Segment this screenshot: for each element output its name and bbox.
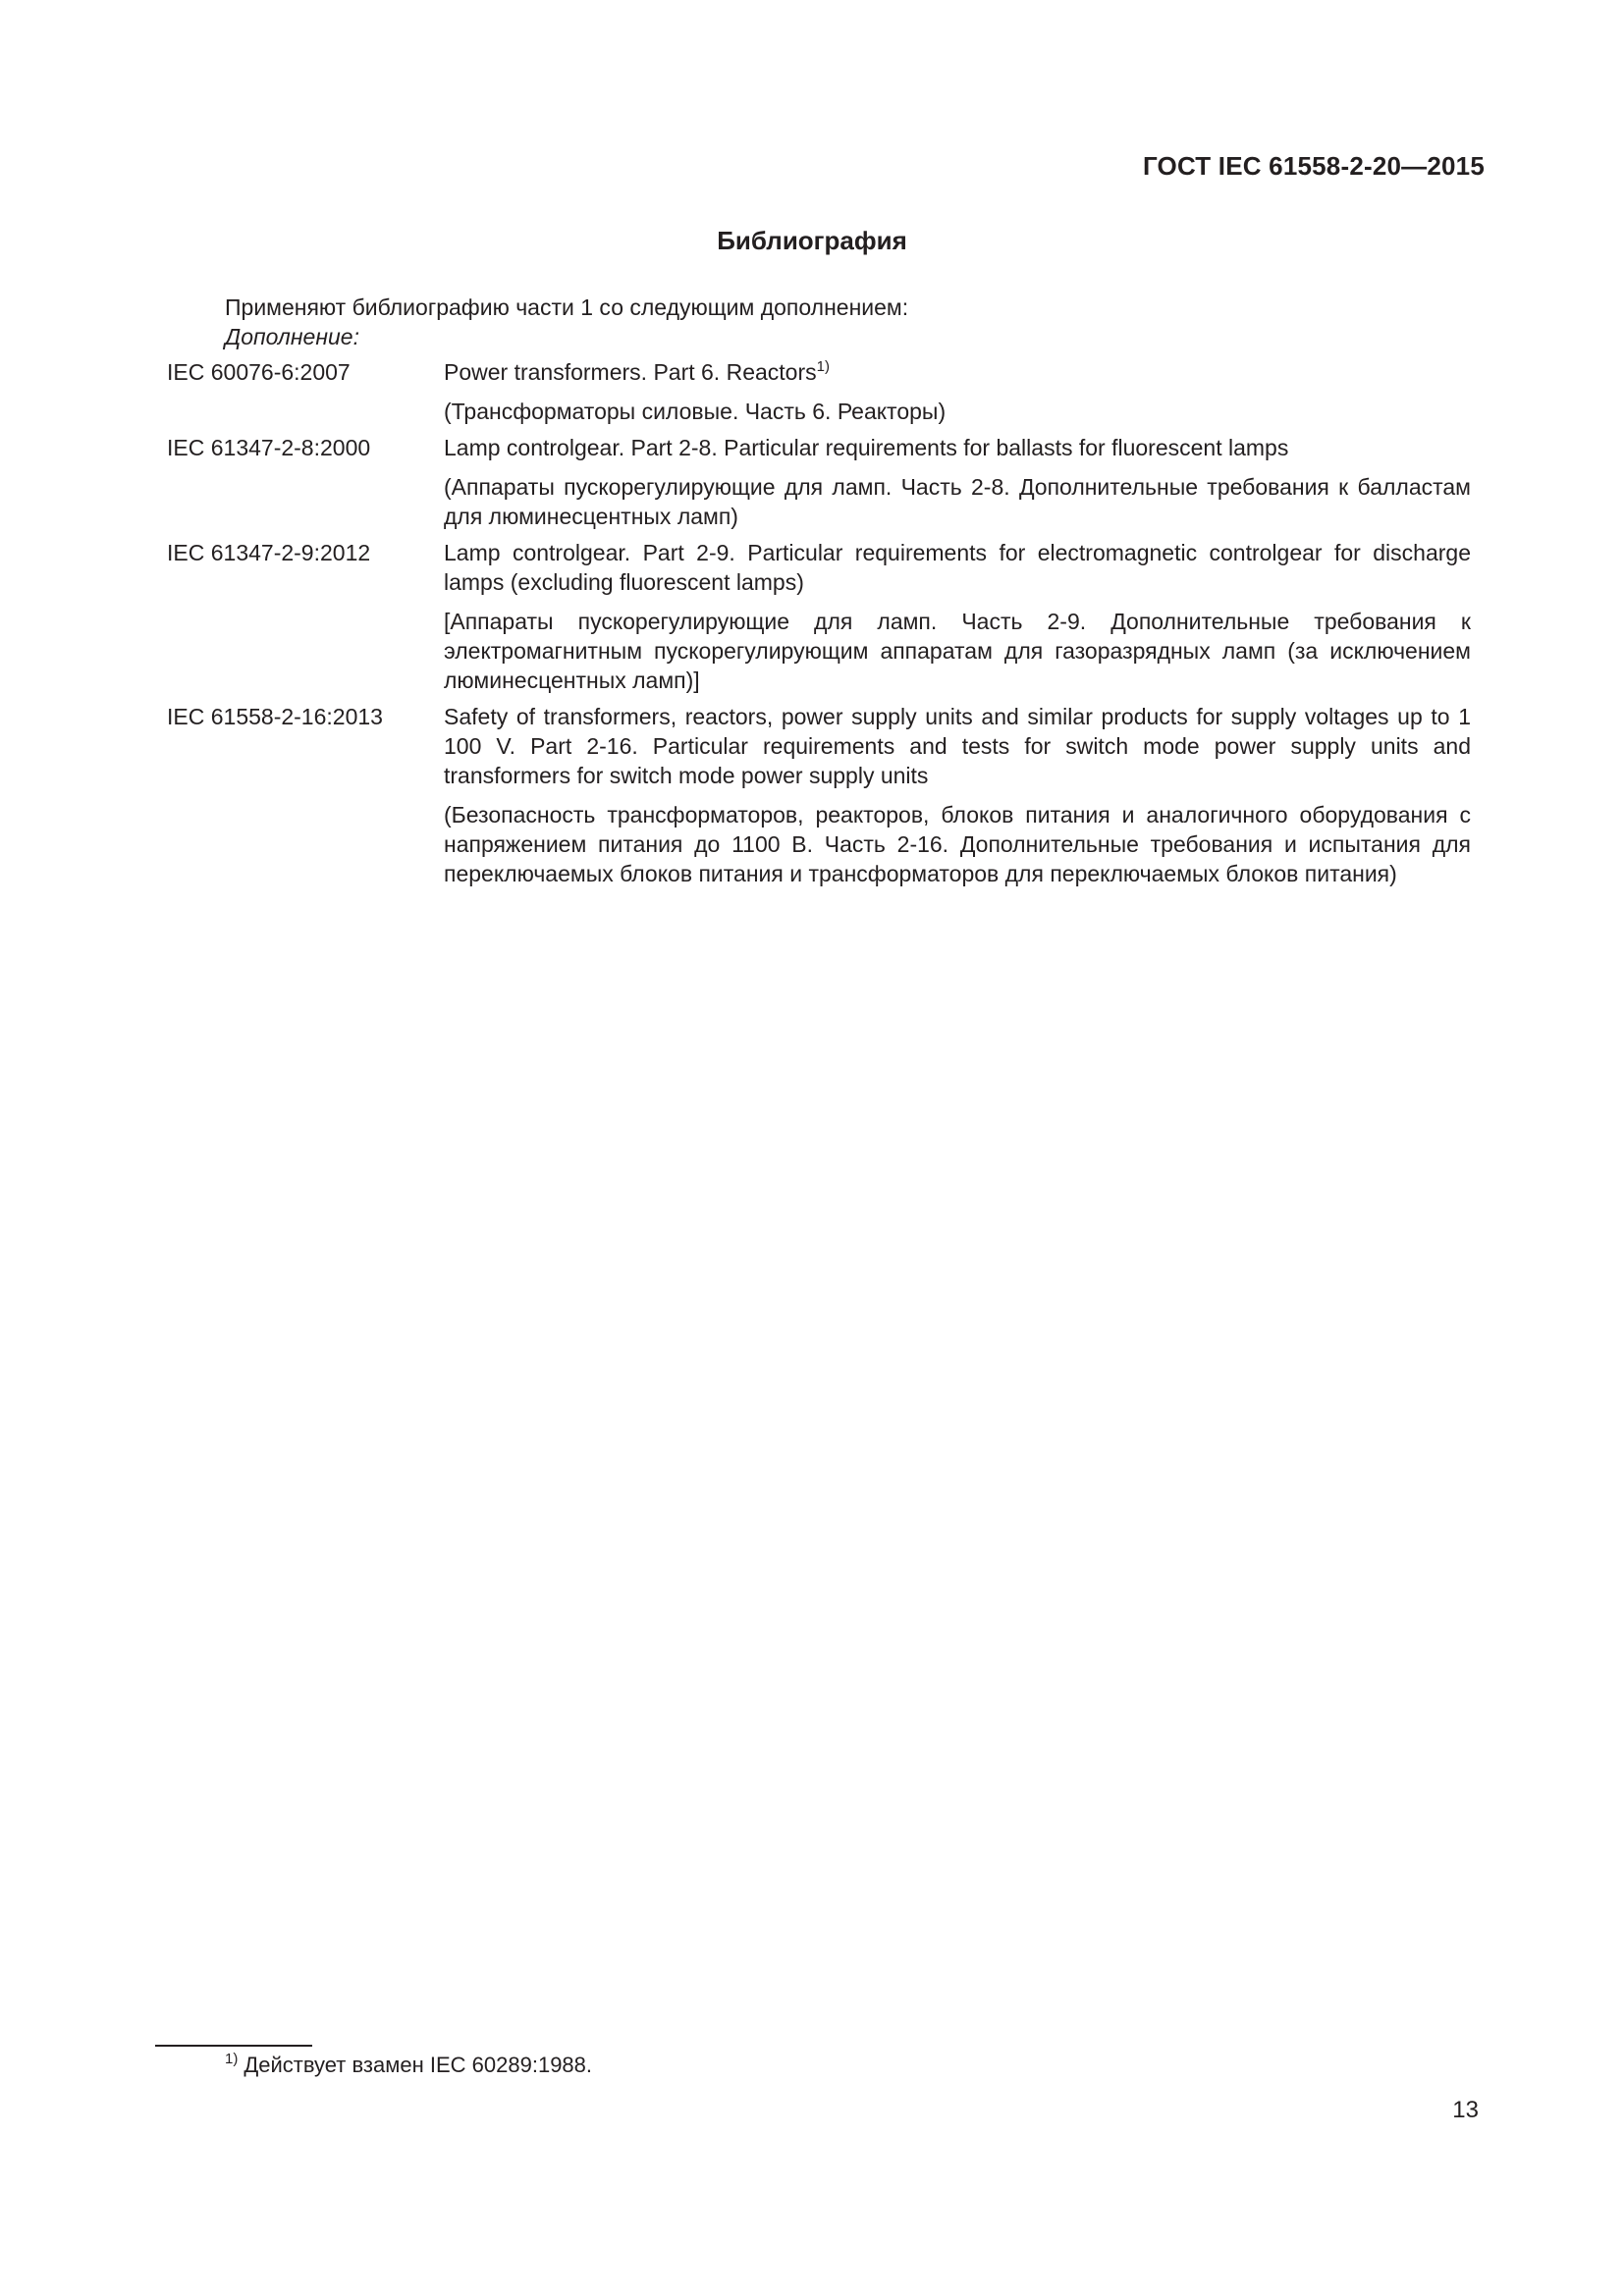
document-id-header: ГОСТ IEC 61558-2-20—2015 (1142, 151, 1485, 181)
intro-block (225, 293, 908, 351)
entry-reference: IEC 61558-2-16:2013 (167, 704, 383, 729)
footnote-text: Действует взамен IEC 60289:1988. (244, 2053, 593, 2077)
bibliography-list (167, 357, 1471, 895)
supplement-label: Дополнение: (225, 324, 359, 349)
entry-reference: IEC 60076-6:2007 (167, 359, 351, 385)
footnote-reference-mark: 1) (816, 358, 830, 375)
bibliography-entry (167, 433, 1471, 531)
bibliography-entry (167, 357, 1471, 426)
entry-reference: IEC 61347-2-8:2000 (167, 435, 371, 460)
section-title: Библиография (717, 226, 907, 255)
intro-text: Применяют библиографию части 1 со следующим дополнением: (225, 294, 909, 320)
entry-title-en-text: Power transformers. Part 6. Reactors (444, 359, 817, 385)
entry-title-en: Lamp controlgear. Part 2-8. Particular requirements for ballasts for fluorescent lamps (444, 435, 1289, 460)
entry-title-en: Safety of transformers, reactors, power supply units and similar products for supply voltages up to 1 100 V. Part 2-16. Particular requirements and tests for switch mode power supply units and transformers for switch mode power supply units (444, 704, 1471, 788)
page-number: 13 (1452, 2097, 1479, 2123)
entry-description (444, 538, 1471, 695)
entry-title-ru: [Аппараты пускорегулирующие для ламп. Часть 2-9. Дополнительные требования к электромагнитным пускорегулирующим аппаратам для газоразрядных ламп (за исключением люминесцентных ламп)] (444, 609, 1471, 693)
entry-title-ru: (Трансформаторы силовые. Часть 6. Реакторы) (444, 399, 947, 424)
entry-title-ru: (Аппараты пускорегулирующие для ламп. Часть 2-8. Дополнительные требования к балластам для люминесцентных ламп) (444, 474, 1471, 529)
entry-description (444, 702, 1471, 888)
entry-reference: IEC 61347-2-9:2012 (167, 540, 371, 565)
entry-title-ru: (Безопасность трансформаторов, реакторов, блоков питания и аналогичного оборудования с напряжением питания до 1100 В. Часть 2-16. Дополнительные требования и испытания для переключаемых блоков питания и трансформаторов для переключаемых блоков питания) (444, 802, 1471, 886)
footnote-mark: 1) (225, 2051, 239, 2067)
footnote-divider (155, 2045, 312, 2047)
entry-title-en (444, 357, 1471, 387)
entry-description (444, 433, 1471, 531)
entry-title-en: Lamp controlgear. Part 2-9. Particular requirements for electromagnetic controlgear for discharge lamps (excluding fluorescent lamps) (444, 540, 1471, 595)
footnote (225, 2051, 592, 2080)
entry-description (444, 357, 1471, 426)
bibliography-entry (167, 702, 1471, 888)
bibliography-entry (167, 538, 1471, 695)
